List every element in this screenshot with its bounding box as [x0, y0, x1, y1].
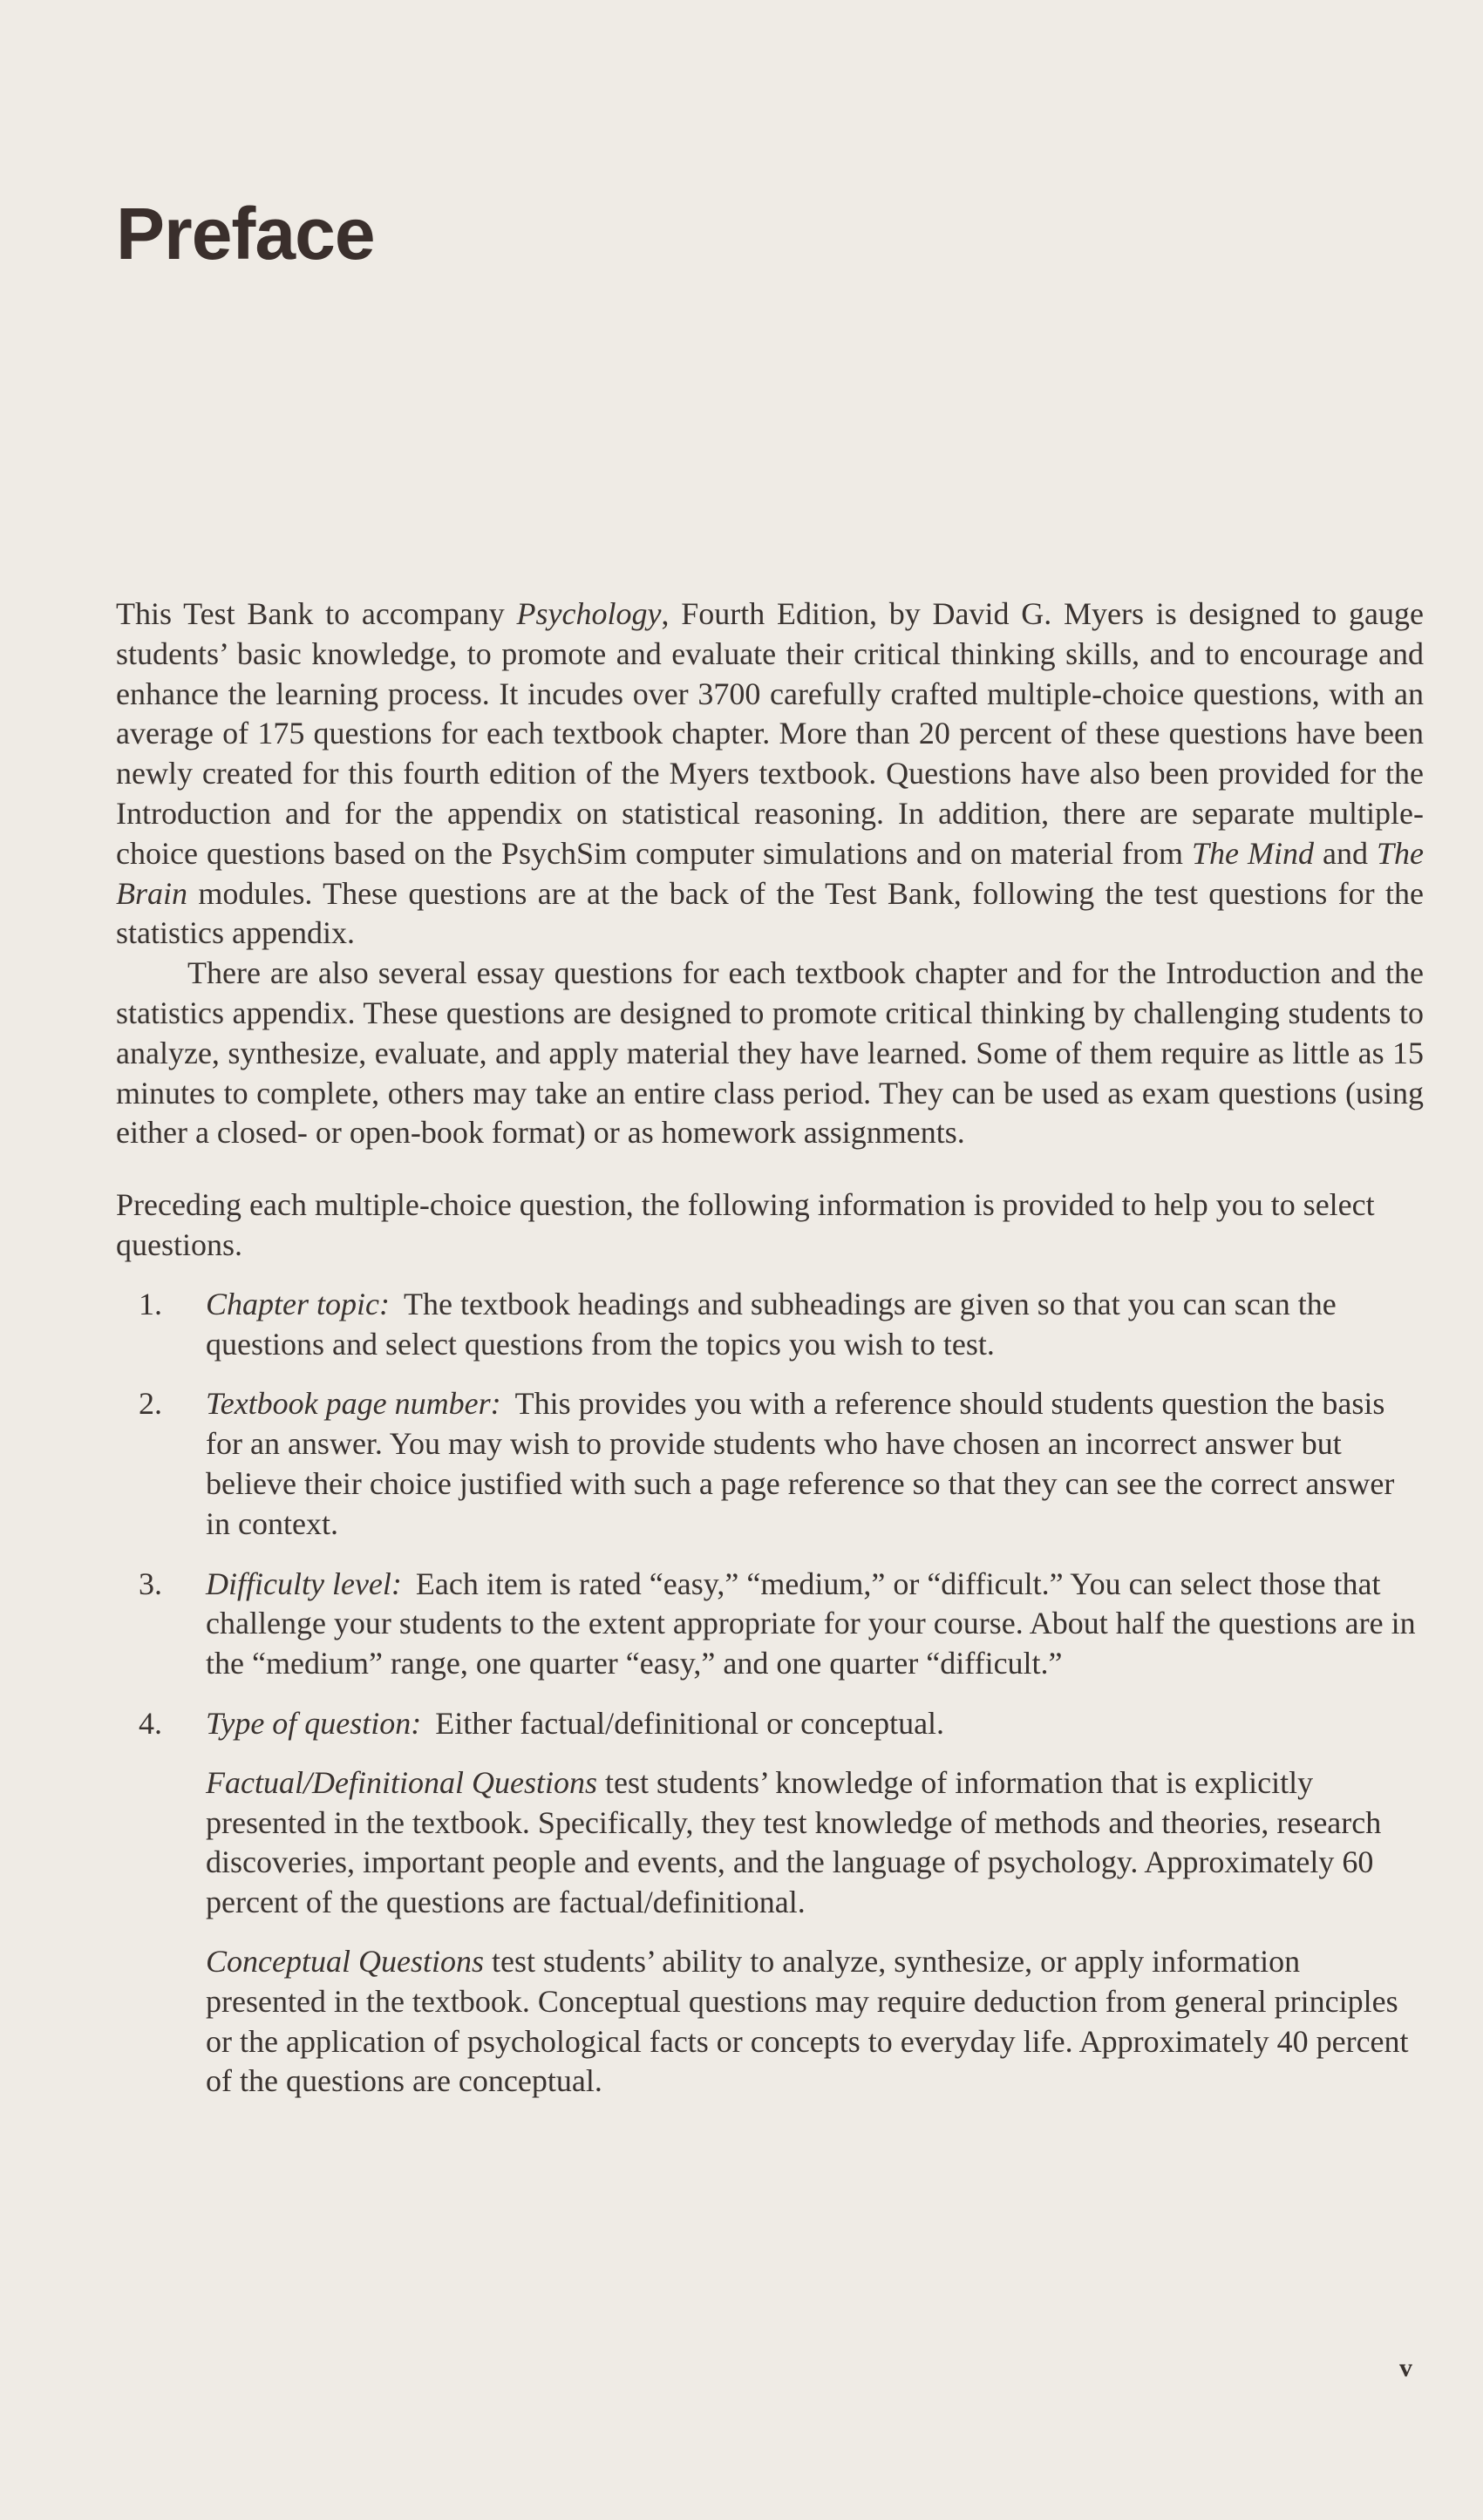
- list-item-text: Each item is rated “easy,” “medium,” or “difficult.” You can select those that challenge your students to the extent appropriate for your course. About half the questions are in the “medium” range, one quarter “easy,” and one quarter “difficult.”: [206, 1566, 1416, 1681]
- list-item-term: Textbook page number:: [206, 1386, 501, 1422]
- info-list: [116, 1285, 1424, 2102]
- factual-questions-term: Factual/Definitional Questions: [206, 1764, 597, 1800]
- module-title-brain: The Brain: [116, 835, 1424, 911]
- book-title-psychology: Psychology: [516, 596, 662, 631]
- intro-p1-part-2: , Fourth Edition, by David G. Myers is designed to gauge students’ basic knowledge, to promote and evaluate their critical thinking skills, and to encourage and enhance the learning process. It incudes over 3700 carefully crafted multiple-choice questions, with an average of 175 questions for each textbook chapter. More than 20 percent of these questions have been newly created for this fourth edition of the Myers textbook. Questions have also been provided for the Introduction and for the appendix on statistical reasoning. In addition, there are separate multiple-choice questions based on the PsychSim computer simulations and on material from: [116, 596, 1424, 871]
- list-item-number: 2.: [139, 1386, 162, 1422]
- preface-body: [116, 594, 1424, 2122]
- list-item-term: Difficulty level:: [206, 1566, 402, 1601]
- list-item-term: Chapter topic:: [206, 1286, 390, 1321]
- intro-p1-part-1: This Test Bank to accompany: [116, 596, 517, 631]
- conceptual-questions-text: test students’ ability to analyze, synthesize, or apply information presented in the textbook. Conceptual questions may require deduction from general principles or the application of psychological facts or concepts to everyday life. Approximately 40 percent of the questions are conceptual.: [206, 1943, 1409, 2099]
- list-item: [116, 1384, 1424, 1544]
- conceptual-questions-term: Conceptual Questions: [206, 1943, 484, 1979]
- intro-paragraph-1: [116, 594, 1424, 954]
- list-item-text: This provides you with a reference should students question the basis for an answer. You may wish to provide students who have chosen an incorrect answer but believe their choice justified with such a page reference so that they can see the correct answer in context.: [206, 1386, 1395, 1541]
- factual-questions-paragraph: [206, 1763, 1424, 1923]
- list-item: [116, 1704, 1424, 2102]
- intro-paragraph-2: There are also several essay questions for each textbook chapter and for the Introduction and the statistics appendix. These questions are designed to promote critical thinking by challenging students to analyze, synthesize, evaluate, and apply material they have learned. Some of them require as little as 15 minutes to complete, others may take an entire class period. They can be used as exam questions (using either a closed- or open-book format) or as homework assignments.: [116, 955, 1424, 1151]
- list-item-text: The textbook headings and subheadings are given so that you can scan the questions and select questions from the topics you wish to test.: [206, 1286, 1337, 1362]
- intro-p1-part-3: and: [1313, 835, 1377, 871]
- list-item: [116, 1285, 1424, 1365]
- page-number: v: [1399, 2354, 1412, 2382]
- conceptual-questions-paragraph: [206, 1942, 1424, 2102]
- list-item-number: 4.: [139, 1705, 162, 1741]
- list-item-number: 1.: [139, 1286, 162, 1321]
- factual-questions-text: test students’ knowledge of information that is explicitly presented in the textbook. Specifically, they test knowledge of methods and theories, research discoveries, important people and events, and the language of psychology. Approximately 60 percent of the questions are factual/definitional.: [206, 1764, 1382, 1920]
- intro-p1-part-4: modules. These questions are at the back of the Test Bank, following the test questions for the statistics appendix.: [116, 875, 1424, 951]
- list-item-number: 3.: [139, 1566, 162, 1601]
- page-title: Preface: [116, 193, 375, 275]
- list-item-term: Type of question:: [206, 1705, 422, 1741]
- list-item-text: Either factual/definitional or conceptual.: [435, 1705, 945, 1741]
- intro-paragraph-3: Preceding each multiple-choice question, the following information is provided to help you to select questions.: [116, 1187, 1375, 1262]
- module-title-mind: The Mind: [1191, 835, 1314, 871]
- list-item: [116, 1565, 1424, 1684]
